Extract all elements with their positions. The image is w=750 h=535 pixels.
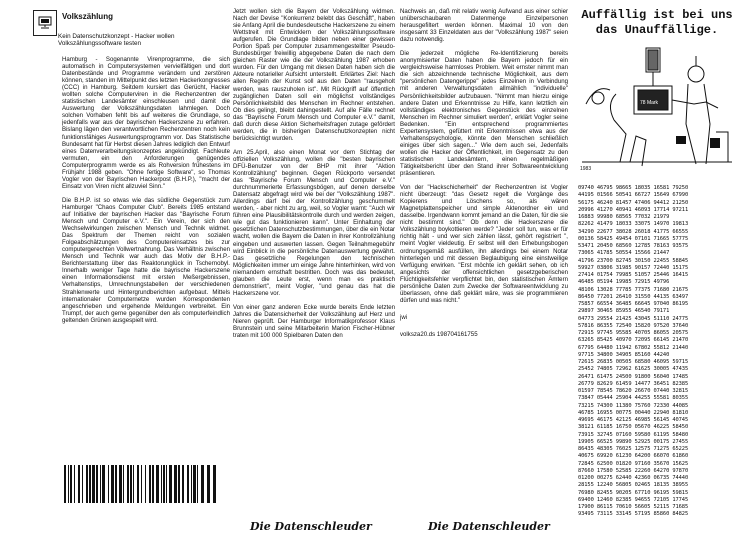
barcode-bar [213, 465, 216, 503]
number-row: 49695 46175 42125 46985 56145 40745 [578, 417, 689, 423]
barcode-bar [187, 465, 189, 503]
computer-icon [37, 14, 53, 30]
barcode-bar [201, 465, 204, 503]
barcode-bar [152, 465, 154, 503]
footer-left: Die Datenschleuder [250, 520, 372, 533]
number-row: 73915 32745 07160 59580 61195 58480 [578, 431, 689, 438]
number-row: 46785 16955 00775 00440 22940 81810 [578, 409, 689, 416]
number-row: 72845 62500 01820 97160 35670 15625 [578, 460, 689, 467]
number-row: 87660 17580 52585 22260 64270 97870 [578, 467, 689, 474]
barcode-bar [115, 465, 117, 503]
barcode-bar [193, 465, 196, 503]
file-reference: volksza20.ds 198704161755 [400, 330, 478, 338]
number-row: 73065 41785 50554 15566 21447 [578, 250, 670, 257]
barcode-bar [74, 465, 75, 503]
barcode-bar [96, 465, 98, 503]
number-row: 17900 86115 70610 56605 52115 71685 [578, 504, 689, 510]
barcode-bar [133, 465, 134, 503]
barcode-graphic [64, 465, 218, 503]
barcode-bar [197, 465, 198, 503]
number-row: 48106 13028 77785 77375 71680 21675 [578, 286, 689, 293]
number-row: 16883 99980 68565 77032 21979 [578, 214, 670, 220]
footer-right: Die Datenschleuder [428, 520, 550, 533]
number-row: 57816 86355 72540 15820 97520 37640 [578, 322, 689, 329]
number-row: 73847 05444 25904 44255 55581 80355 [578, 395, 689, 402]
barcode-bar [145, 465, 146, 503]
barcode-bar [149, 465, 151, 503]
cartoon-screen-label: 78 Mark [640, 100, 659, 106]
number-row: 01597 78545 78620 26670 07440 32815 [578, 388, 689, 394]
number-row: 56175 46240 81457 47406 94412 21250 [578, 199, 689, 206]
number-row: 86450 77201 26410 31550 44135 63497 [578, 293, 689, 300]
barcode-bar [64, 465, 66, 503]
number-row: 26471 61475 24500 91800 56040 17485 [578, 373, 689, 380]
number-row: 86435 48305 76025 12575 71275 65225 [578, 446, 689, 452]
number-row: 93495 73115 33145 57195 85860 84825 [578, 511, 689, 515]
barcode-bar [82, 465, 83, 503]
barcode-bar [86, 465, 88, 503]
number-row: 59927 03806 31985 90157 72440 15175 [578, 264, 689, 271]
number-row: 63265 85425 40970 72095 66145 21470 [578, 337, 689, 344]
article-subtitle: Kein Datenschutzkonzept - Hacker wollen Volkszählungssoftware testen [58, 33, 175, 48]
barcode-bar [127, 465, 129, 503]
barcode-bar [207, 465, 210, 503]
number-row: 34290 22677 38028 26018 41775 66555 [578, 228, 689, 235]
barcode-bar [102, 465, 105, 503]
barcode-bar [70, 465, 72, 503]
number-row: 76980 82455 90205 67710 96195 59815 [578, 489, 689, 496]
paragraph: Von einer ganz anderen Ecke wurde bereits Ende letzten Jahres die Datensicherheit der Volkszählung auf Herz und Nieren geprüft. Der Hamburger Informatikprofessor Klaus Brunnstein und seine Mitarbeiterin Marion Fischer-Hübner traten mit 100 000 Spielbaren Daten den [233, 303, 395, 340]
barcode-bar [163, 465, 165, 503]
number-row: 69400 12460 82385 94655 72105 17745 [578, 496, 689, 503]
cartoon-illustration [576, 44, 738, 172]
article-icon-box [33, 10, 57, 36]
barcode-bar [161, 465, 162, 503]
barcode-bar [89, 465, 91, 503]
barcode-bar [78, 465, 80, 503]
number-row: 72615 26835 00505 68580 46095 59715 [578, 359, 689, 365]
number-row: 44195 01566 50541 66727 15649 67990 [578, 192, 689, 199]
column-2 [233, 8, 395, 516]
paragraph: Die jederzeit mögliche Re-Identifizierung bereits anonymisierter Daten haben die Bayern jedoch für ein vergleichsweise harmloses Problem. Weit ernster nimmt man die sich abzeichnende technische Möglichkeit, aus dem "persönlichen Datengerippe" jedes Einzelnen in Verbindung mit anderen Verwaltungsdaten allmählich "individuelle" Persönlichkeitsbilder aufzubauen. "Nimmt man hierzu einige andere Daten und Erkenntnisse zu Hilfe, kann letztlich ein vollständiges elektronisches Gegenstück des einzelnen Menschen im Rechner simuliert werden", erklärt Vogler seine Bedenken. "Ein entsprechend programmiertes Expertensystem, gefüttert mit Erkenntnissen etwa aus der Verhaltenspsychologie, könnte den Menschen schließlich einiges über sich sagen..." Wie dem auch sei, Jedenfalls wollen die Hacker der Öffentlichkeit, im Gegensatz zu den statistischen Landesämtern, einen regelmäßigen Tätigkeitsbericht über den Stand ihrer Softwareentwicklung präsentieren. [400, 50, 568, 178]
barcode-bar [174, 465, 177, 503]
author-signature: jwi [400, 313, 408, 321]
barcode-bar [182, 465, 184, 503]
paragraph: Von der "Hackschicherheit" der Rechenzentren ist Vogler nicht überzeugt: "das Gesetz regelt die Vorgänge des Kopierens und Löschens so, als wären Magnetplattenspeicher und simple Aktenordner ein und dasselbe. Irgendwann kommt jemand an die Daten, für die sie nicht bestimmt sind." Ob denn die Hackerszene die Volkszählung boykottieren werde? "Jeder soll tun, was er für richtig hält - und wer sich zählen lässt, gehört registriert ", meint Vogler vieldeutig. Er selbst will den Erhebungsbogen ordnungsgemäß ausfüllen, ihn allerdings bei einem Notar hinterlegen und mit dessen Beglaubigung eine einstweilige Verfügung erwirken. "Erst möchte ich geklärt sehen, ob ich angesichts der offensichtlichen gesetzgeberischen Flüchtigkeitsfehler verpflichtet bin, den statistischen Ämtern persönliche Daten zum Zwecke der Softwareentwicklung zu überlassen, ohne daß geklärt wäre, was sie programmieren dürfen und was nicht." [400, 184, 568, 304]
article-title: Volkszählung [62, 12, 113, 21]
paragraph: Nachweis an, daß mit relativ wenig Aufwand aus einer schier unüberschaubaren Datenmenge Einzelpersonen herausgefiltert werden können. Maximal 10 von den insgesamt 33 Einzeldaten aus der "Volkszählung 1987" seien dazu notwendig. [400, 8, 568, 44]
number-row: 46485 05194 19985 72915 49796 [578, 279, 670, 286]
headline: Auffällig ist bei uns das Unauffällige. [581, 8, 733, 37]
barcode-bar [191, 465, 192, 503]
paragraph: Am 25.April, also einen Monat vor dem Stichtag der offiziellen Volkszählung, wollen die "besten bayrischen DFÜ-Benutzer von der BHP mit ihrer "Aktion Kontrollzählung" beginnen. Gegen Rückporto versendet das "Bayrische Forum Mensch und Computer e.V." durchnummerierte Erfassungsbögen, auf denen derselbe Datensatz abgefragt wird wie bei der "Volkszählung 1987". Allerdings darf bei der Kontrollzählung geschummelt werden, - aber nicht zu arg, weil, so Vogler warnt: "Auch wir führen eine Plausibilitätskontrolle durch und werden zeigen, wie gut das funktionieren kann". Unter Einhaltung der gesetzlichen Datenschutzbestimmungen, über die ein Notar wacht, wollen die Bayern die Daten in ihrer Kontrollzählung eingeben und auswerten lassen. Gegen Teilnahmegebühr wird Einblick in die persönliche Datenauswertung gewährt. Das gesetzliche Regelungen den technischen Möglichkeiten immer um einige Jahre hinterhinken, wird von niemandem ernsthaft bestritten. Doch was das bedeutet, glauben die Leute erst, wenn man es praktisch demonstriert", meint Vogler, "und genau das hat die Hackerszene vor. [233, 148, 395, 297]
barcode-bar [68, 465, 69, 503]
number-row: 38121 61185 16750 05670 46225 58450 [578, 424, 689, 431]
barcode-bar [100, 465, 101, 503]
column-3 [400, 8, 568, 513]
paragraph: Die B.H.P. ist so etwas wie das südliche Gegenstück zum Hamburger "Chaos Computer Club". Bereits 1985 entstand auf Initiative der bayrischen Hacker das "Bayrische Forum Mensch und Computer e.V.". Ein Verein, der sich den Wechselwirkungen zwischen Mensch und Technik widmet. Das Spektrum der Themen reicht von sozialen Folgeabschätzungen des Computereinsatzes bis zur computergerechten Vollwertnahrung. Das Verhältnis zwischen Mensch und Technik war auch das Motiv der B.H.P.-Berichterstattung über das Reaktorunglück in Tschernobyl. Innerhalb weniger Tage hatte die bayrische Hackerszene einen Informationsdienst mit ersten Meßergebnissen, Verhaltenstips, Umrechnungstabellen der verschiedenen Strahlenwerte und Hintergrundberichten aufgebaut. Mittels internationaler Computernetze wurden Korrespondenten angeschrieben und ergehende Meldungen verbreitet. Ein Trumpf, der auch gerne gegenüber den als computerfeindlich geltenden Grünen ausgespielt wird. [62, 196, 230, 324]
number-row: 73215 74300 11380 75760 72330 44085 [578, 402, 689, 409]
number-row: 28155 12240 56805 02465 18135 38955 [578, 482, 689, 489]
number-row: 40675 69920 61230 64200 66070 61860 [578, 453, 689, 460]
barcode-bar [111, 465, 114, 503]
barcode-bar [92, 465, 95, 503]
paragraph: Hamburg - Sogenannte Virenprogramme, die sich automatisch in Computersystemen vervielfältigen und dort Datenbestände und Programme verändern und zerstören können, standen im Mittelpunkt des letzten Hackerkongresses (CCC) in Hamburg. Seitdem kursiert das Gerücht, Hacker wollten solche Computerviren in die Rechenzentren der statistischen Landesämter einschleusen und damit die Auswertung der Volkszählungsdaten lahmlegen. Doch solchen Vorhaben fehlt bis auf weiteres die Grundlage, so jedenfalls war aus der bayrischen Hackerszene zu erfahren. Bislang lägen den verantwortlichen Rechenzentren noch kein funktionsfähiges Auswertungsprogramm vor. Das Statistische Bundesamt hat für Herbst diesen Jahres lediglich den Entwurf eines Datenverarbeitungskonzeptes angekündigt. Fachleute vermuten, ein den Anforderungen genügendes Computerprogramm werde es als Rohversion frühestens im Frühjahr 1988 geben. "Ohne fertige Software", so Thomas Vogler von der Bayrischen Hackerpost (B.H.P.), "macht der Einsatz von Viren nicht allzuviel Sinn." [62, 56, 230, 190]
number-row: 41796 23700 82745 30150 22455 58845 [578, 257, 689, 264]
number-row: 01200 00275 62440 42360 06735 74440 [578, 475, 689, 481]
number-row: 09740 46795 98665 18035 16581 79250 [578, 185, 689, 191]
number-row: 67795 64480 11942 67802 55812 21440 [578, 344, 689, 351]
barcode-bar [108, 465, 109, 503]
barcode-bar [156, 465, 159, 503]
paragraph: Jetzt wollen sich die Bayern der Volkszählung widmen. Nach der Devise "Konkurrenz belebt das Geschäft", haben sie Anfang April die bundesdeutsche Hackerszene zu einem Wettstreit mit Entwicklern der Volkszählungssoftware aufgerufen. Die Grundlage bilden neben einer gewissen Portion Spaß per Computer zusammengestellter Pseudo-Bundesbürger freiwillig abgegebene Daten die nach dem gleichen Raster wie die der Volkszählung 1987 erhoben wurden. Für den Umgang mit diesen Daten haben sich die Akteure notarieller Aufsicht unterstellt. Erklärtes Ziel: Nach allen Regeln der Kunst soll aus den Daten "rausgeholt werden, was rauszuholen ist". Mit Rückgriff auf öffentlich zugänglichen Daten soll ein möglichst vollständiges Persönlichkeitsbild des Menschen im Rechner entstehen. Ob dies gelingt, bleibt dahingestellt. Auf alle Fälle rechnet das "Bayrische Forum Mensch und Computer e.V." damit, daß durch diese Aktion Sicherheitsfragen zutage gefördert werden, die in bisherigen Datenschutzkonzepten nicht berücksichtigt wurden. [233, 8, 395, 142]
number-row: 75857 66554 36485 66645 97040 86195 [578, 301, 689, 307]
number-row: 29897 30465 85955 46540 79171 [578, 308, 670, 315]
barcode-bar [178, 465, 180, 503]
barcode-bar [166, 465, 167, 503]
barcode-bar [119, 465, 122, 503]
barcode-bar [169, 465, 172, 503]
barcode-bar [141, 465, 142, 503]
number-row: 72915 97745 95585 40705 86055 20575 [578, 330, 689, 336]
barcode-bar [123, 465, 124, 503]
number-row: 82262 41479 18033 33075 14970 19813 [578, 221, 689, 228]
number-row: 25452 74805 72962 61625 30005 47435 [578, 366, 689, 373]
number-table [578, 185, 746, 515]
number-row: 27414 01754 79985 51057 25446 16415 [578, 272, 689, 278]
number-row: 26779 82629 61459 14477 36451 82385 [578, 380, 689, 387]
number-row: 00136 58425 49454 07101 71665 57775 [578, 235, 689, 242]
number-row: 04773 29554 21425 43045 51110 24775 [578, 315, 689, 322]
number-row: 20996 41270 40941 46093 17714 97211 [578, 206, 689, 213]
barcode-bar [137, 465, 139, 503]
barcode-bar [130, 465, 132, 503]
number-row: 53471 20450 68560 12785 78163 93575 [578, 243, 689, 249]
cartoon-caption: 1983 [580, 166, 592, 172]
column-1 [62, 56, 230, 460]
number-row: 97715 34800 34905 85160 44240 [578, 351, 670, 358]
number-row: 19905 66525 99890 52925 00175 27455 [578, 438, 689, 445]
